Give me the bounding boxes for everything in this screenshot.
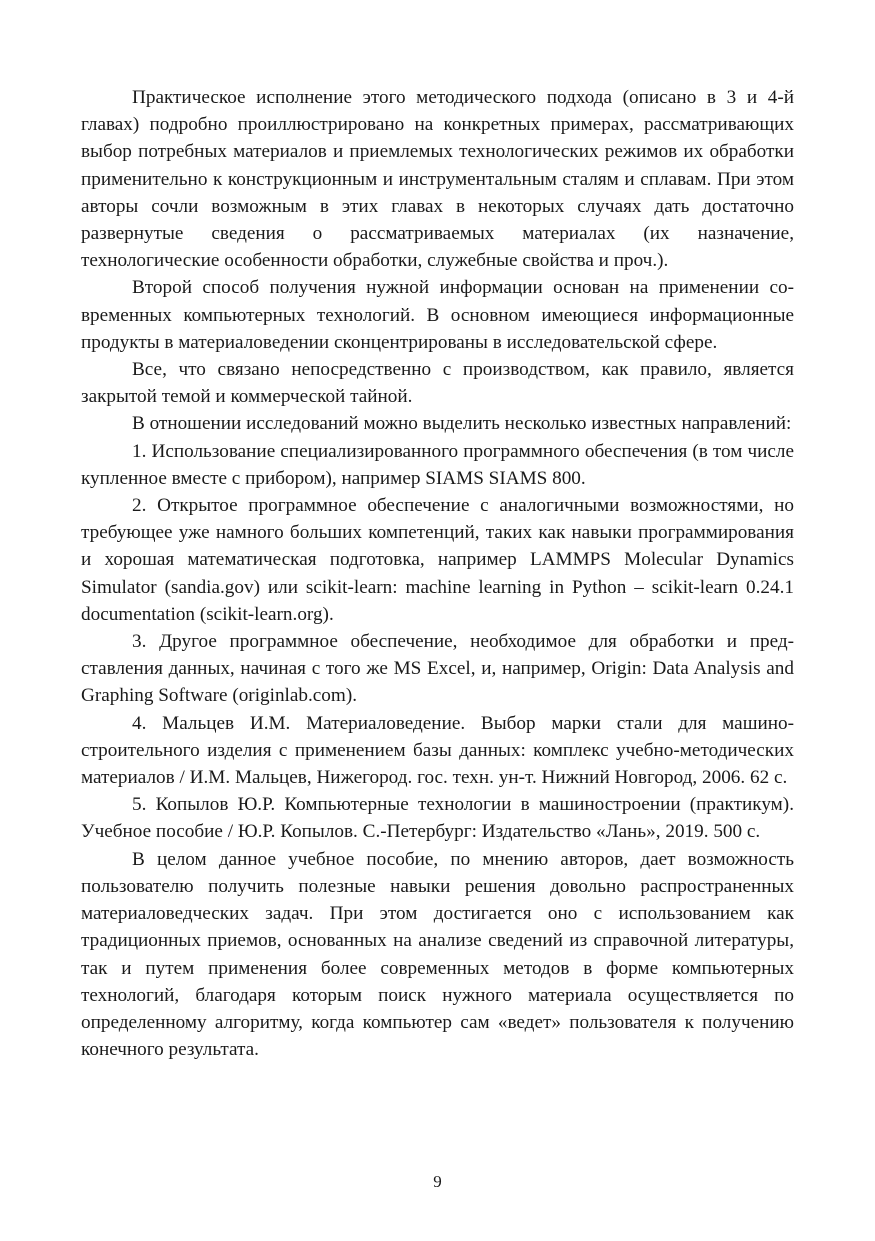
paragraph-conclusion: В целом данное учебное пособие, по мнению авторов, дает возможность пользователю получить полезные навыки решения довольно распространенных материаловедческих задач. При этом достигается оно с использованием как традиционных приемов, основанных на анализе сведений из справочной литературы, так и путем применения более современных методов в форме компьютерных технологий, благодаря которым поиск нужного материала осуществляется по определенному алгоритму, когда компьютер сам «ведет» пользователя к получению конечного результата. xyxy=(81,848,794,1061)
list-item-5: 5. Копылов Ю.Р. Компьютерные технологии в машиностроении (практикум). Учебное пособие / Ю.Р. Копылов. С.-Петербург: Издательство «Лань», 2019. 500 с. xyxy=(81,794,794,843)
paragraph-computer-tech: Второй способ получения нужной информации основан на применении современных компьютерных технологий. В основном имеющиеся информационные продукты в материаловедении сконцентрированы в исследовательской сфере. xyxy=(81,277,794,353)
paragraph-production: Все, что связано непосредственно с производством, как правило, является закрытой темой и коммерческой тайной. xyxy=(81,359,794,408)
list-item-2: 2. Открытое программное обеспечение с аналогичными возможностями, но требующее уже намного больших компетенций, таких как навыки программирования и хорошая математическая подготовка, например LAMMPS Molecular Dynamics Simulator (sandia.gov) или scikit-learn: machine learning in Python – scikit-learn 0.24.1 documentation (scikit-learn.org). xyxy=(81,495,794,625)
body-text xyxy=(81,84,794,1063)
list-item-1: 1. Использование специализированного программного обеспечения (в том числе купленное вместе с прибором), например SIAMS SIAMS 800. xyxy=(81,440,794,489)
list-item-3: 3. Другое программное обеспечение, необходимое для обработки и представления данных, начиная с того же MS Excel, и, например, Origin: Data Analysis and Graphing Software (originlab.com). xyxy=(81,631,794,707)
page-number: 9 xyxy=(433,1172,442,1191)
list-item-4: 4. Мальцев И.М. Материаловедение. Выбор марки стали для машиностроительного изделия с применением базы данных: комплекс учебно-методических материалов / И.М. Мальцев, Нижегород. гос. техн. ун-т. Нижний Новгород, 2006. 62 с. xyxy=(81,712,794,789)
paragraph-research-directions: В отношении исследований можно выделить несколько известных направлений: xyxy=(132,413,792,435)
paragraph-methodology: Практическое исполнение этого методического подхода (описано в 3 и 4-й главах) подробно проиллюстрировано на конкретных примерах, рассматривающих выбор потребных материалов и приемлемых технологических режимов их обработки применительно к конструкционным и инструментальным сталям и сплавам. При этом авторы сочли возможным в этих главах в некоторых случаях дать достаточно развернутые сведения о рассматриваемых материалах (их назначение, технологические особенности обработки, служебные свойства и проч.). xyxy=(81,87,794,272)
